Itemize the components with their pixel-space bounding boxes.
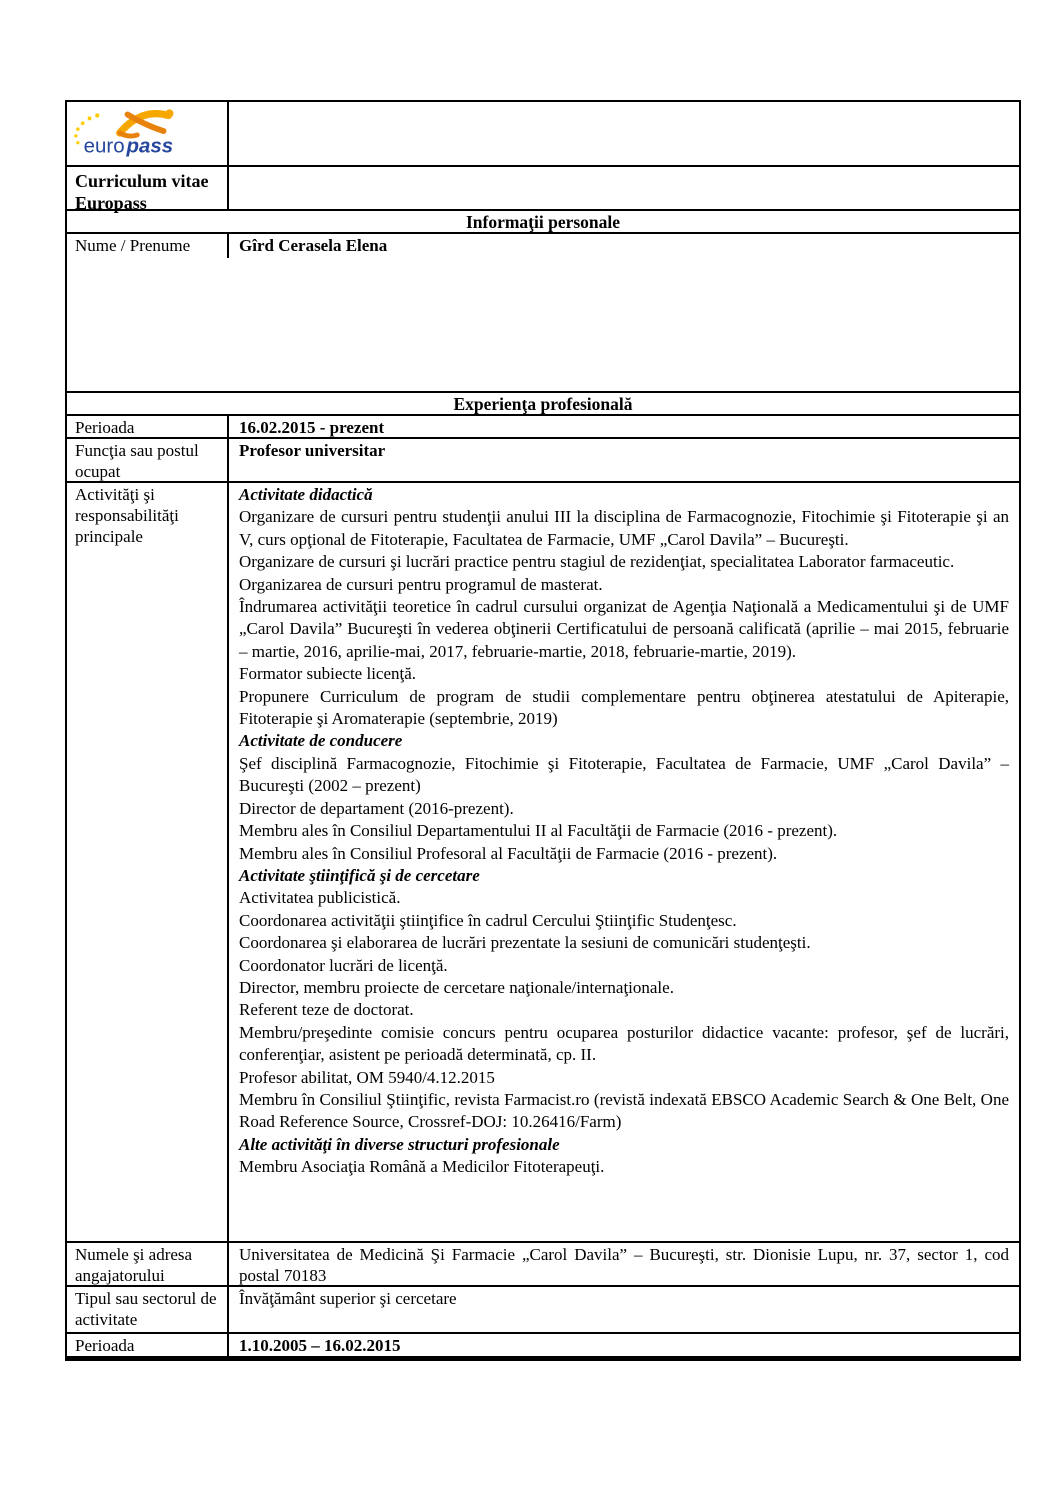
period2-label: Perioada <box>67 1334 229 1356</box>
activity-line: Îndrumarea activităţii teoretice în cadrul cursului organizat de Agenţia Naţională a Medicamentului şi de UMF „Carol Davila” Bucureşti în vederea obţinerii Certificatului de persoană calificată (aprilie – mai 2015, februarie – martie, 2016, aprilie-mai, 2017, februarie-martie, 2018, februarie-martie, 2019). <box>239 597 1009 661</box>
logo-row-empty-cell <box>229 102 1019 165</box>
section-header-personal: Informaţii personale <box>67 211 1019 234</box>
name-label: Nume / Prenume <box>67 234 229 258</box>
empty-personal-block <box>67 258 1019 393</box>
activities-row <box>67 483 1019 1243</box>
cv-title: Curriculum vitae Europass <box>67 167 229 209</box>
employer-value: Universitatea de Medicină Şi Farmacie „Carol Davila” – Bucureşti, str. Dionisie Lupu, nr. 37, sector 1, cod postal 70183 <box>239 1245 1009 1285</box>
activity-line: Organizare de cursuri pentru studenţii anului III la disciplina de Farmacognozie, Fitochimie şi Fitoterapie şi an V, curs opţional de Fitoterapie, Facultatea de Farmacie, UMF „Carol Davila” – Bucureşti. <box>239 507 1009 549</box>
cv-title-empty-cell <box>229 167 1019 209</box>
activity-line: Organizarea de cursuri pentru programul de masterat. <box>239 574 603 594</box>
position-label: Funcţia sau postul ocupat <box>67 439 229 481</box>
activity-line: Activitate ştiinţifică şi de cercetare <box>239 865 480 885</box>
activity-line: Coordonarea activităţii ştiinţifice în cadrul Cercului Ştiinţific Studenţesc. <box>239 910 737 930</box>
activity-line: Alte activităţi în diverse structuri profesionale <box>239 1134 560 1154</box>
activity-line: Referent teze de doctorat. <box>239 1000 414 1020</box>
logo-text-pass: pass <box>126 134 174 158</box>
activity-line: Activitatea publicistică. <box>239 888 401 908</box>
activity-line: Activitate didactică <box>239 485 373 504</box>
europass-logo-icon <box>71 106 223 160</box>
section-header-experience: Experienţa profesională <box>67 393 1019 416</box>
activity-line: Formator subiecte licenţă. <box>239 664 417 684</box>
cv-title-row <box>67 167 1019 211</box>
period1-value: 16.02.2015 - prezent <box>239 418 385 437</box>
activity-line: Coordonator lucrări de licenţă. <box>239 955 448 975</box>
employer-label: Numele şi adresa angajatorului <box>67 1243 229 1285</box>
sector-value: Învăţământ superior şi cercetare <box>239 1289 457 1308</box>
cv-table <box>65 100 1021 1361</box>
activity-line: Profesor abilitat, OM 5940/4.12.2015 <box>239 1067 495 1087</box>
activity-line: Director, membru proiecte de cercetare naţionale/internaţionale. <box>239 977 674 997</box>
europass-logo <box>67 102 229 165</box>
name-row <box>67 234 1019 258</box>
activities-cell <box>229 483 1019 1241</box>
activity-line: Membru ales în Consiliul Profesoral al Facultăţii de Farmacie (2016 - prezent). <box>239 843 778 863</box>
employer-row <box>67 1243 1019 1287</box>
activity-line: Coordonarea şi elaborarea de lucrări prezentate la sesiuni de comunicări studenţeşti. <box>239 933 811 953</box>
activity-line: Propunere Curriculum de program de studii complementare pentru obţinerea atestatului de Apiterapie, Fitoterapie şi Aromaterapie (septembrie, 2019) <box>239 686 1009 729</box>
activities-label: Activităţi şi responsabilităţi principale <box>67 483 229 1241</box>
activity-line: Şef disciplină Farmacognozie, Fitochimie şi Fitoterapie, Facultatea de Farmacie, UMF „Carol Davila” – Bucureşti (2002 – prezent) <box>239 753 1009 796</box>
activity-line: Membru ales în Consiliul Departamentului II al Facultăţii de Farmacie (2016 - prezent). <box>239 821 838 841</box>
period1-label: Perioada <box>67 416 229 437</box>
period2-row <box>67 1334 1019 1356</box>
position-value: Profesor universitar <box>239 441 386 460</box>
name-value: Gîrd Cerasela Elena <box>239 236 388 255</box>
logo-row <box>67 102 1019 167</box>
activity-line: Organizare de cursuri şi lucrări practice pentru stagiul de rezidenţiat, specialitatea Laborator farmaceutic. <box>239 552 955 572</box>
leaping-person-icon <box>120 109 174 136</box>
sector-row <box>67 1287 1019 1334</box>
activity-line: Director de departament (2016-prezent). <box>239 798 514 818</box>
activity-line: Membru/preşedinte comisie concurs pentru ocuparea posturilor didactice vacante: profesor, şef de lucrări, conferenţiar, asistent pe perioadă determinată, cp. II. <box>239 1022 1009 1065</box>
position-row <box>67 439 1019 483</box>
sector-label: Tipul sau sectorul de activitate <box>67 1287 229 1332</box>
activity-line: Membru Asociaţia Română a Medicilor Fitoterapeuţi. <box>239 1157 605 1177</box>
period1-row <box>67 416 1019 439</box>
activity-line: Membru în Consiliul Ştiinţific, revista Farmacist.ro (revistă indexată EBSCO Academic Search & One Belt, One Road Reference Source, Crossref-DOJ: 10.26416/Farm) <box>239 1089 1009 1132</box>
period2-value: 1.10.2005 – 16.02.2015 <box>239 1336 401 1355</box>
activity-line: Activitate de conducere <box>239 731 403 751</box>
logo-text-euro: euro <box>83 134 125 158</box>
